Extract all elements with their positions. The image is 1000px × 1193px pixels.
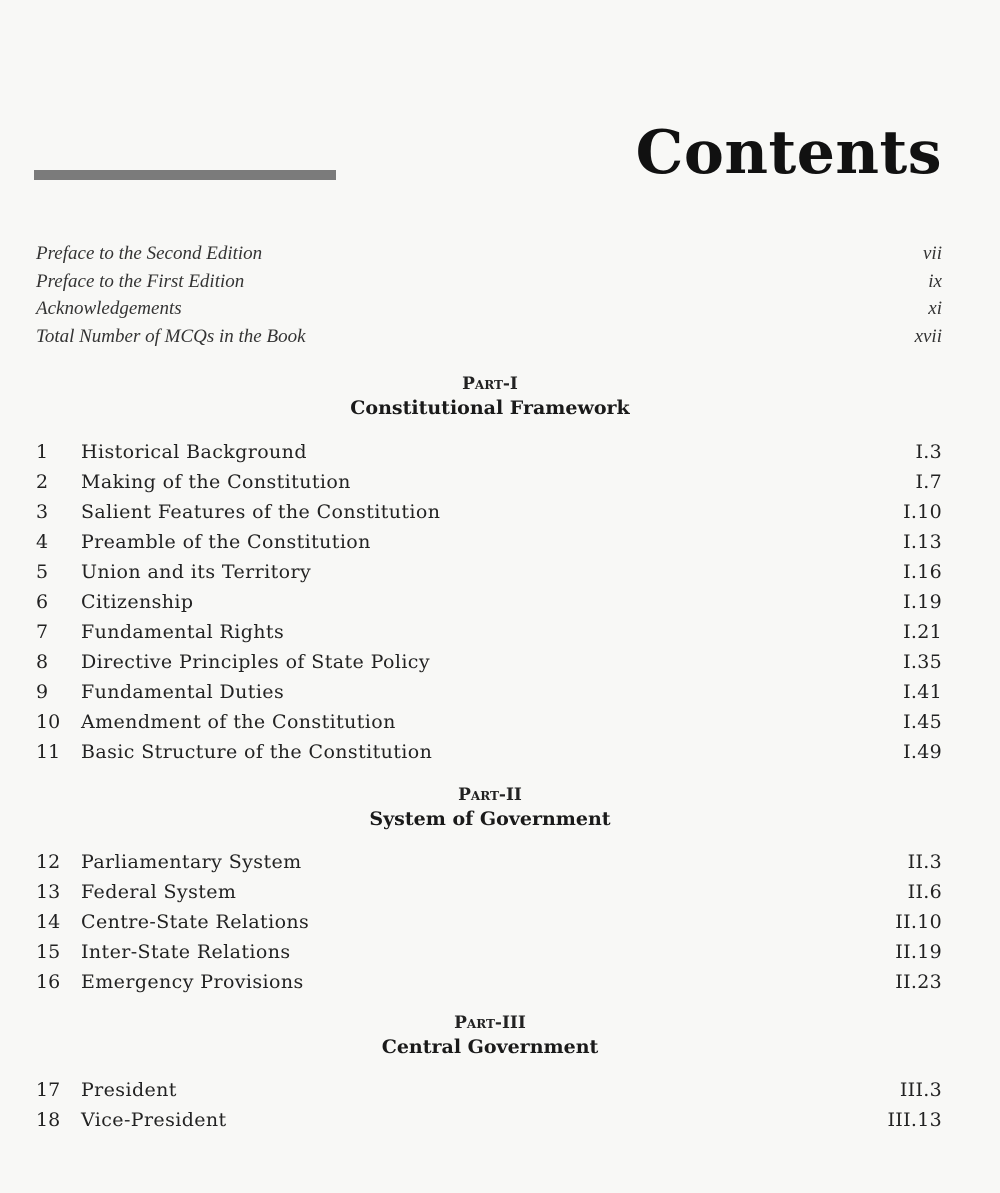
chapter-item: [36, 1105, 942, 1135]
chapter-number: 13: [36, 881, 61, 903]
chapter-title: Parliamentary System: [81, 851, 302, 873]
chapter-page: I.19: [903, 591, 942, 613]
part-label: Part-I: [462, 374, 518, 394]
chapter-number: 6: [36, 591, 49, 613]
chapter-number: 18: [36, 1109, 61, 1131]
chapter-title: Historical Background: [81, 441, 307, 463]
chapter-number: 9: [36, 681, 49, 703]
prelim-label: Preface to the First Edition: [36, 270, 245, 292]
chapter-title: Amendment of the Constitution: [81, 711, 396, 733]
chapter-item: [36, 617, 942, 647]
chapter-page: II.23: [895, 971, 942, 993]
prelim-item: [36, 268, 942, 296]
prelim-label: Preface to the Second Edition: [36, 243, 263, 264]
chapter-list: [36, 1075, 942, 1135]
chapter-page: I.49: [903, 741, 942, 763]
chapter-title: Centre-State Relations: [81, 911, 310, 933]
prelim-page: vii: [923, 243, 942, 264]
prelim-item: [36, 323, 942, 351]
chapter-number: 14: [36, 911, 61, 933]
chapter-page: I.45: [903, 711, 942, 733]
chapter-page: I.13: [903, 531, 942, 553]
chapter-page: II.3: [907, 851, 942, 873]
prelim-label: Total Number of MCQs in the Book: [36, 325, 306, 347]
chapter-title: Directive Principles of State Policy: [81, 651, 430, 673]
chapter-title: Inter-State Relations: [81, 941, 291, 963]
chapter-title: Salient Features of the Constitution: [81, 501, 441, 523]
chapter-number: 17: [36, 1079, 61, 1101]
chapter-page: I.35: [903, 651, 942, 673]
chapter-item: [36, 877, 942, 907]
chapter-item: [36, 907, 942, 937]
prelim-item: [36, 240, 942, 268]
chapter-item: [36, 707, 942, 737]
chapter-title: Fundamental Duties: [81, 681, 285, 703]
part-heading: [0, 373, 980, 421]
chapter-list: [36, 847, 942, 997]
part-title: Constitutional Framework: [350, 397, 630, 419]
chapter-item: [36, 587, 942, 617]
chapter-list: [36, 437, 942, 767]
chapter-number: 5: [36, 561, 49, 583]
chapter-item: [36, 557, 942, 587]
chapter-title: Fundamental Rights: [81, 621, 285, 643]
chapter-page: II.19: [895, 941, 942, 963]
chapter-page: III.13: [887, 1109, 942, 1131]
chapter-item: [36, 527, 942, 557]
chapter-page: I.21: [903, 621, 942, 643]
chapter-title: President: [81, 1079, 177, 1101]
chapter-number: 3: [36, 501, 49, 523]
prelim-label: Acknowledgements: [36, 298, 182, 319]
chapter-page: I.10: [903, 501, 942, 523]
chapter-number: 1: [36, 441, 49, 463]
part-label: Part-II: [458, 785, 522, 805]
chapter-page: I.16: [903, 561, 942, 583]
chapter-number: 7: [36, 621, 49, 643]
chapter-item: [36, 847, 942, 877]
prelim-page: xvii: [914, 325, 942, 347]
prelim-page: ix: [928, 270, 942, 292]
chapter-title: Preamble of the Constitution: [81, 531, 371, 553]
part-title: Central Government: [381, 1036, 599, 1058]
chapter-item: [36, 677, 942, 707]
prelims-list: [36, 240, 942, 350]
prelim-item: [36, 295, 942, 323]
chapter-item: [36, 937, 942, 967]
chapter-item: [36, 1075, 942, 1105]
chapter-item: [36, 967, 942, 997]
chapter-page: I.3: [915, 441, 942, 463]
chapter-title: Emergency Provisions: [81, 971, 304, 993]
part-heading: [0, 784, 980, 832]
chapter-number: 12: [36, 851, 61, 873]
decorative-rule: [34, 170, 336, 180]
chapter-page: II.10: [895, 911, 942, 933]
chapter-number: 4: [36, 531, 49, 553]
chapter-number: 2: [36, 471, 49, 493]
chapter-item: [36, 647, 942, 677]
part-title: System of Government: [369, 808, 611, 830]
chapter-title: Citizenship: [81, 591, 194, 613]
chapter-page: I.41: [903, 681, 942, 703]
chapter-item: [36, 497, 942, 527]
chapter-title: Vice-President: [81, 1109, 227, 1131]
chapter-number: 16: [36, 971, 61, 993]
chapter-title: Federal System: [81, 881, 237, 903]
chapter-number: 10: [36, 711, 61, 733]
chapter-item: [36, 467, 942, 497]
chapter-title: Basic Structure of the Constitution: [81, 741, 433, 763]
chapter-title: Making of the Constitution: [81, 471, 351, 493]
chapter-number: 8: [36, 651, 49, 673]
chapter-number: 11: [36, 741, 61, 763]
chapter-title: Union and its Territory: [81, 561, 312, 583]
part-heading: [0, 1012, 980, 1060]
page-title: Contents: [635, 118, 942, 188]
part-label: Part-III: [454, 1013, 526, 1033]
prelim-page: xi: [928, 298, 942, 319]
chapter-page: III.3: [899, 1079, 942, 1101]
chapter-item: [36, 737, 942, 767]
chapter-page: II.6: [907, 881, 942, 903]
chapter-number: 15: [36, 941, 61, 963]
chapter-page: I.7: [915, 471, 942, 493]
chapter-item: [36, 437, 942, 467]
